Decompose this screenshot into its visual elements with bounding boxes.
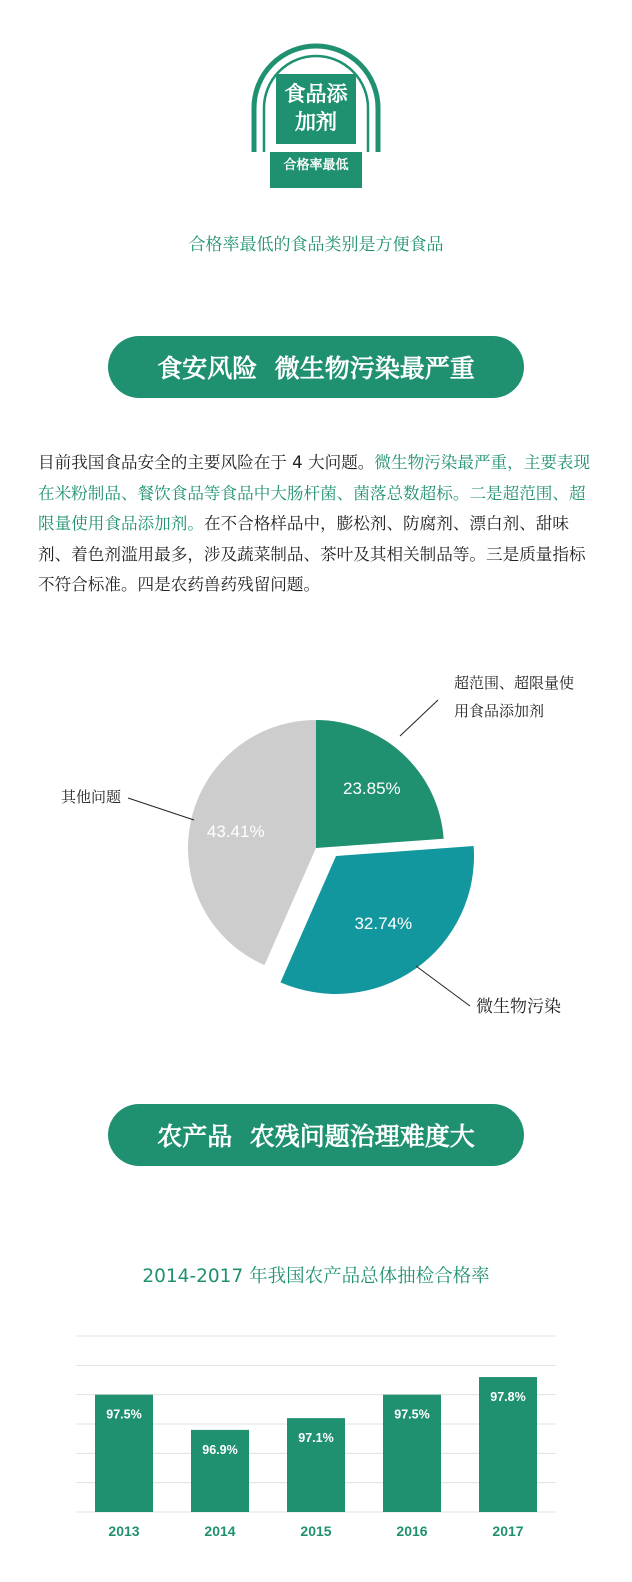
x-tick-label: 2015: [300, 1523, 332, 1539]
bar-value-label: 97.5%: [394, 1407, 430, 1422]
paragraph-microbial: 微生物污染最严重，主要表现在米粉制品、餐饮食品等食品中大肠杆菌、菌落总数超标。: [38, 453, 591, 503]
bar-value-label: 97.8%: [490, 1390, 526, 1405]
x-tick-label: 2014: [204, 1523, 236, 1539]
bar-value-label: 97.5%: [106, 1407, 142, 1422]
pie-value-label: 43.41%: [206, 822, 265, 842]
paragraph-details: 在不合格样品中，膨松剂、防腐剂、漂白剂、甜味剂、着色剂滥用最多，涉及蔬菜制品、茶叶及其相关制品等。三是质量指标不符合标准。四是农药兽药残留问题。: [38, 514, 586, 594]
x-tick-label: 2013: [108, 1523, 140, 1539]
pie-leader-line: [128, 798, 194, 820]
pie-category-label: 超范围、超限量使: [454, 674, 575, 692]
pie-category-label: 微生物污染: [476, 997, 561, 1017]
bar-chart-title: 2014-2017 年我国农产品总体抽检合格率: [142, 1266, 490, 1287]
lowest-pass-rate-note: 合格率最低的食品类别是方便食品: [188, 235, 444, 255]
pass-rate-bar-chart: [0, 1300, 632, 1582]
pie-leader-line: [400, 700, 438, 736]
bar-value-label: 96.9%: [202, 1442, 238, 1457]
pie-value-label: 23.85%: [343, 778, 401, 798]
pie-category-label: 用食品添加剂: [454, 702, 545, 720]
badge-subtitle: 合格率最低: [283, 158, 349, 173]
x-tick-label: 2017: [492, 1523, 524, 1539]
risk-paragraph: [38, 448, 598, 601]
x-tick-label: 2016: [396, 1523, 428, 1539]
pie-leader-line: [416, 966, 470, 1006]
badge-title-line1: 食品添: [284, 82, 348, 106]
section-heading-agriculture: 农产品 农残问题治理难度大: [108, 1104, 524, 1166]
badge-title-line2: 加剂: [295, 110, 337, 134]
paragraph-additives: 二是超范围、超限量使用食品添加剂。: [38, 483, 586, 533]
pie-category-label: 其他问题: [60, 788, 121, 806]
pie-value-label: 32.74%: [354, 913, 413, 933]
risk-pie-chart: [0, 660, 632, 1060]
bar-value-label: 97.1%: [298, 1431, 334, 1446]
section-heading-food-risk: 食安风险 微生物污染最严重: [108, 336, 524, 398]
pie-slice: [188, 720, 316, 965]
badge-title: [276, 80, 356, 136]
paragraph-intro: 目前我国食品安全的主要风险在于 4 大问题。: [38, 453, 375, 472]
